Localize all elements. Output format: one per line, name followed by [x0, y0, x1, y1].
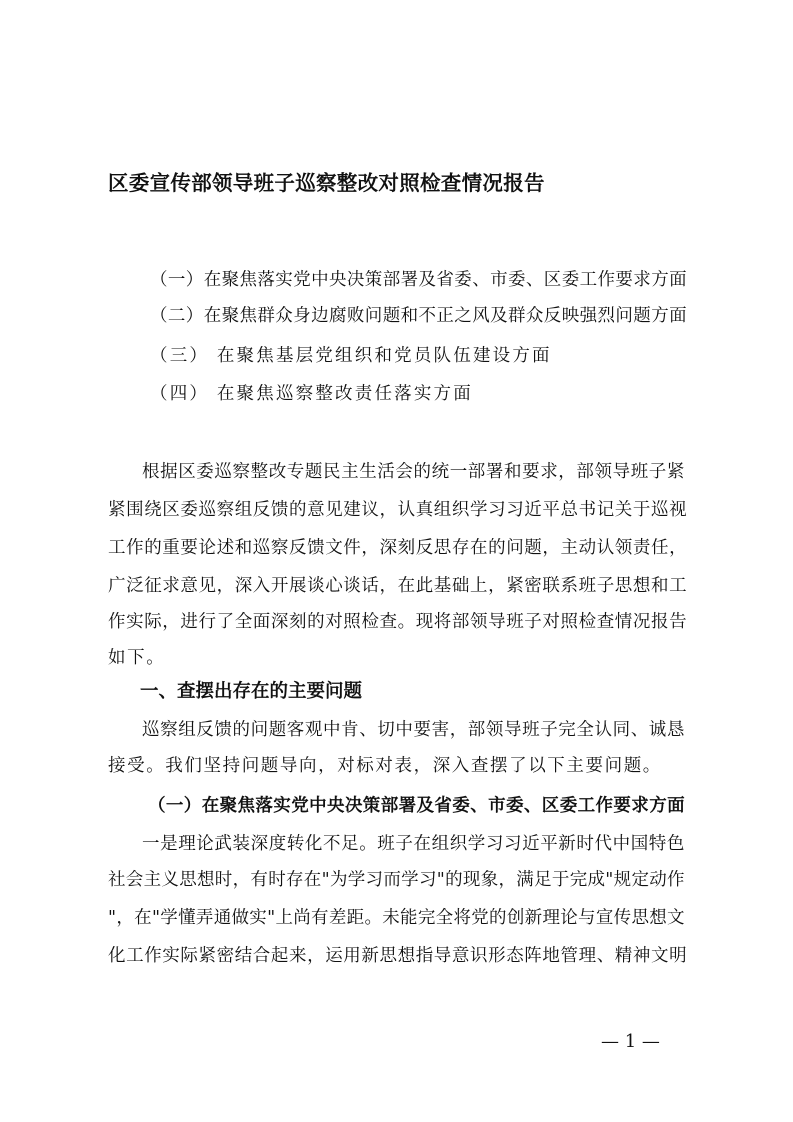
paragraph-line: 巡察组反馈的问题客观中肯、切中要害，部领导班子完全认同、诚恳	[142, 720, 685, 740]
paragraph-line: 如下。	[108, 648, 166, 668]
paragraph-line: 作实际，进行了全面深刻的对照检查。现将部领导班子对照检查情况报告	[108, 612, 688, 632]
toc-item: （三） 在聚焦基层党组织和党员队伍建设方面	[150, 346, 552, 366]
paragraph-line: 社会主义思想时，有时存在"为学习而学习"的现象，满足于完成"规定动作	[108, 870, 685, 890]
toc-item: （一）在聚焦落实党中央决策部署及省委、市委、区委工作要求方面	[150, 270, 687, 290]
section-heading: 一、查摆出存在的主要问题	[140, 681, 363, 702]
toc-item: （四） 在聚焦巡察整改责任落实方面	[150, 384, 473, 404]
paragraph-line: "，在"学懂弄通做实"上尚有差距。未能完全将党的创新理论与宣传思想文	[108, 908, 685, 928]
paragraph-line: 根据区委巡察整改专题民主生活会的统一部署和要求，部领导班子紧	[142, 462, 685, 482]
document-title: 区委宣传部领导班子巡察整改对照检查情况报告	[108, 171, 545, 195]
paragraph-line: 广泛征求意见，深入开展谈心谈话，在此基础上，紧密联系班子思想和工	[108, 576, 688, 596]
subsection-heading: （一）在聚焦落实党中央决策部署及省委、市委、区委工作要求方面	[148, 796, 685, 816]
paragraph-line: 一是理论武装深度转化不足。班子在组织学习习近平新时代中国特色	[142, 834, 685, 854]
paragraph-line: 接受。我们坚持问题导向，对标对表，深入查摆了以下主要问题。	[108, 756, 662, 776]
paragraph-line: 工作的重要论述和巡察反馈文件，深刻反思存在的问题，主动认领责任，	[108, 538, 688, 558]
paragraph-line: 紧围绕区委巡察组反馈的意见建议，认真组织学习习近平总书记关于巡视	[108, 500, 688, 520]
paragraph-line: 化工作实际紧密结合起来，运用新思想指导意识形态阵地管理、精神文明	[108, 946, 688, 966]
page-number: — 1 —	[601, 1031, 660, 1052]
toc-item: （二）在聚焦群众身边腐败问题和不正之风及群众反映强烈问题方面	[150, 306, 687, 326]
